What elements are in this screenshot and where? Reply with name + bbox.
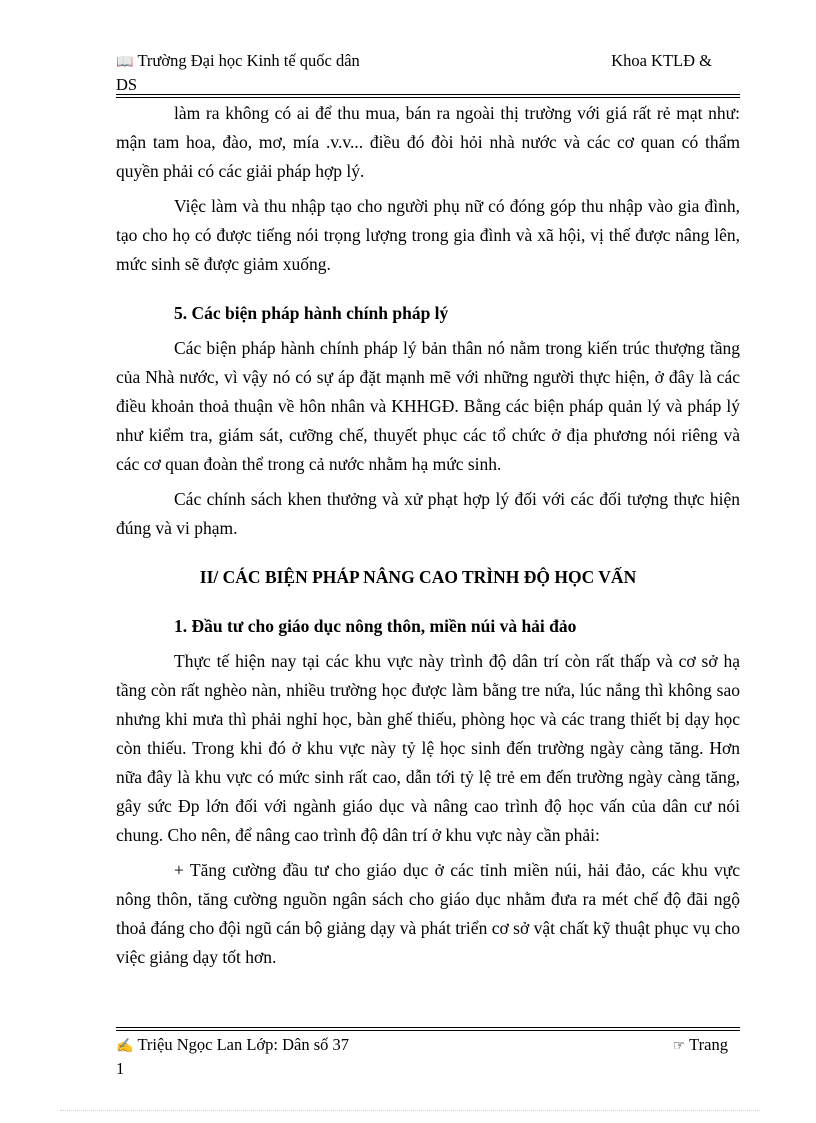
header-department: Khoa KTLĐ & bbox=[611, 51, 712, 70]
header-rule bbox=[116, 94, 740, 95]
paragraph: Các chính sách khen thưởng và xử phạt hợp lý đối với các đối tượng thực hiện đúng và vi phạm. bbox=[116, 489, 740, 538]
document-body bbox=[116, 99, 740, 972]
writing-hand-icon: ✍ bbox=[116, 1039, 134, 1054]
footer-page-label: Trang bbox=[689, 1035, 728, 1054]
paragraph: + Tăng cường đầu tư cho giáo dục ở các tỉnh miền núi, hải đảo, các khu vực nông thôn, tăng cường nguồn ngân sách cho giáo dục nhằm đưa ra mét chế độ đãi ngộ thoả đáng cho đội ngũ cán bộ giảng dạy và phát triển cơ sở vật chất kỹ thuật phục vụ cho việc giảng dạy tốt hơn. bbox=[116, 860, 740, 967]
page-footer bbox=[116, 1034, 728, 1080]
header-rule-2 bbox=[116, 97, 740, 98]
footer-rule bbox=[116, 1027, 740, 1028]
header-department-cont: DS bbox=[116, 75, 138, 94]
footer-right bbox=[673, 1034, 728, 1058]
paragraph: làm ra không có ai để thu mua, bán ra ngoài thị trường với giá rất rẻ mạt như: mận tam hoa, đào, mơ, mía .v.v... điều đó đòi hỏi nhà nước và các cơ quan có thẩm quyền phải có các giải pháp hợp lý. bbox=[116, 103, 740, 181]
header-left bbox=[116, 50, 360, 74]
section-heading: 5. Các biện pháp hành chính pháp lý bbox=[174, 303, 449, 323]
footer-rule-2 bbox=[116, 1030, 740, 1031]
header-university: Trường Đại học Kinh tế quốc dân bbox=[137, 51, 360, 70]
paragraph: Việc làm và thu nhập tạo cho người phụ nữ có đóng góp thu nhập vào gia đình, tạo cho họ có được tiếng nói trọng lượng trong gia đình và xã hội, vị thế được nâng lên, mức sinh sẽ được giảm xuống. bbox=[116, 196, 740, 274]
footer-left bbox=[116, 1034, 349, 1058]
paragraph: Thực tế hiện nay tại các khu vực này trình độ dân trí còn rất thấp và cơ sở hạ tầng còn rất nghèo nàn, nhiều trường học được làm bằng tre nứa, lúc nắng thì không sao nhưng khi mưa thì phải nghỉ học, bàn ghế thiếu, phòng học và các trang thiết bị dạy học còn thiếu. Trong khi đó ở khu vực này tỷ lệ học sinh đến trường ngày càng tăng. Hơn nữa đây là khu vực có mức sinh rất cao, dẫn tới tỷ lệ trẻ em đến trường ngày càng tăng, gây sức Đp lớn đối với ngành giáo dục và nâng cao trình độ học vấn của dân cư nói chung. Cho nên, để nâng cao trình độ dân trí ở khu vực này cần phải: bbox=[116, 651, 740, 845]
footer-author: Triệu Ngọc Lan Lớp: Dân số 37 bbox=[137, 1035, 350, 1054]
book-icon: 📖 bbox=[116, 55, 134, 70]
footer-page-number: 1 bbox=[116, 1059, 125, 1078]
section-heading: 1. Đầu tư cho giáo dục nông thôn, miền núi và hải đảo bbox=[174, 616, 577, 636]
chapter-heading: II/ CÁC BIỆN PHÁP NÂNG CAO TRÌNH ĐỘ HỌC VẤN bbox=[199, 567, 637, 587]
page-edge bbox=[60, 1110, 760, 1111]
pointing-hand-icon: ☞ bbox=[672, 1039, 686, 1054]
paragraph: Các biện pháp hành chính pháp lý bản thân nó nằm trong kiến trúc thượng tầng của Nhà nước, vì vậy nó có sự áp đặt mạnh mẽ với những người thực hiện, ở đây là các điều khoản thoả thuận về hôn nhân và KHHGĐ. Bằng các biện pháp quản lý và pháp lý như kiểm tra, giám sát, cưỡng chế, thuyết phục các tổ chức ở địa phương nói riêng và các cơ quan đoàn thể trong cả nước nhằm hạ mức sinh. bbox=[116, 338, 740, 474]
page-header bbox=[116, 50, 728, 96]
